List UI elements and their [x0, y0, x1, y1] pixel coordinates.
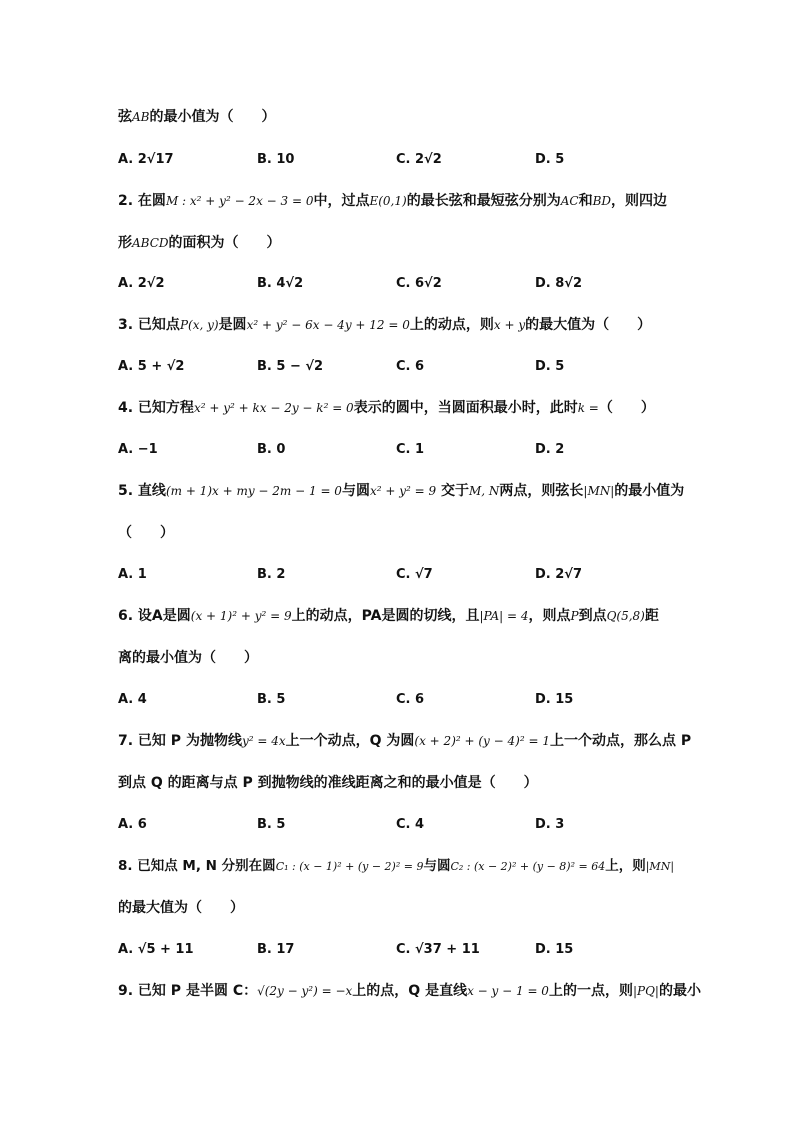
- option-d: D. 5: [535, 152, 565, 167]
- option-c: C. √37 + 11: [396, 942, 480, 957]
- option-b: B. 5: [257, 692, 286, 707]
- text-segment: 上的一点，则: [548, 983, 633, 999]
- math-segment: (x + 2)² + (y − 4)² = 1: [414, 734, 550, 748]
- text-segment: 上的点，Q 是直线: [352, 983, 468, 999]
- option-c: C. 4: [396, 817, 425, 832]
- text-segment: （ ）: [598, 400, 655, 416]
- text-segment: 离的最小值为（ ）: [118, 650, 258, 666]
- text-segment: 表示的圆中，当圆面积最小时，此时: [353, 400, 578, 416]
- option-d: D. 15: [535, 692, 574, 707]
- question-8-line-1: [118, 856, 674, 877]
- question-2-line-1: [118, 191, 667, 211]
- option-c: C. 6√2: [396, 276, 442, 291]
- question-7-line-1: [118, 731, 691, 751]
- text-segment: 与圆: [423, 858, 451, 874]
- math-segment: BD: [592, 194, 612, 208]
- math-segment: x² + y² + kx − 2y − k² = 0: [193, 401, 354, 415]
- math-segment: P(x, y): [179, 318, 219, 332]
- math-segment: (m + 1)x + my − 2m − 1 = 0: [165, 484, 342, 498]
- option-d: D. 5: [535, 359, 565, 374]
- option-d: D. 8√2: [535, 276, 583, 291]
- option-b: B. 0: [257, 442, 286, 457]
- question-2-line-2: [118, 233, 281, 253]
- text-segment: 8. 已知点 M, N 分别在圆: [118, 858, 276, 874]
- math-segment: P: [570, 609, 579, 623]
- option-c: C. 6: [396, 359, 425, 374]
- option-d: D. 15: [535, 942, 574, 957]
- question-8-line-2: [118, 898, 244, 918]
- text-segment: 的最小值为（ ）: [149, 109, 276, 125]
- math-segment: y² = 4x: [241, 734, 286, 748]
- question-3-line-1: [118, 315, 651, 335]
- text-segment: 是圆: [218, 317, 247, 333]
- text-segment: 到点: [578, 608, 607, 624]
- option-a: A. 2√2: [118, 276, 165, 291]
- text-segment: 交于: [441, 483, 469, 499]
- text-segment: 上一个动点，Q 为圆: [285, 733, 415, 749]
- option-a: A. −1: [118, 442, 158, 457]
- text-segment: 到点 Q 的距离与点 P 到抛物线的准线距离之和的最小值是（ ）: [118, 775, 538, 791]
- option-a: A. 6: [118, 817, 147, 832]
- question-0-text: [118, 107, 275, 127]
- option-d: D. 3: [535, 817, 565, 832]
- math-segment: M, N: [469, 484, 500, 498]
- math-segment: AB: [132, 110, 150, 124]
- math-segment: |PA| = 4: [479, 609, 529, 623]
- text-segment: 7. 已知 P 为抛物线: [118, 733, 242, 749]
- text-segment: 上的动点，则: [409, 317, 494, 333]
- option-a: A. √5 + 11: [118, 942, 194, 957]
- option-c: C. √7: [396, 567, 433, 582]
- text-segment: 的最小值为: [614, 483, 685, 499]
- math-segment: Q(5,8): [606, 609, 645, 623]
- option-c: C. 1: [396, 442, 425, 457]
- math-segment: C₂ : (x − 2)² + (y − 8)² = 64: [450, 860, 606, 873]
- option-c: C. 2√2: [396, 152, 442, 167]
- question-6-line-2: [118, 648, 258, 668]
- text-segment: 5. 直线: [118, 483, 166, 499]
- math-segment: ABCD: [132, 236, 169, 250]
- text-segment: 两点，则弦长: [499, 483, 584, 499]
- text-segment: 和: [578, 193, 593, 209]
- math-segment: |PQ|: [632, 984, 659, 998]
- math-segment: (x + 1)² + y² = 9: [190, 609, 292, 623]
- math-segment: x + y: [493, 318, 526, 332]
- text-segment: 的最小: [658, 983, 701, 999]
- text-segment: 中，过点: [313, 193, 370, 209]
- text-segment: 上一个动点，那么点 P: [549, 733, 692, 749]
- text-segment: ，则四边: [611, 193, 668, 209]
- text-segment: 9. 已知 P 是半圆 C：: [118, 983, 258, 999]
- math-segment: M : x² + y² − 2x − 3 = 0: [165, 194, 314, 208]
- math-segment: |MN|: [645, 860, 675, 873]
- math-segment: C₁ : (x − 1)² + (y − 2)² = 9: [275, 860, 424, 873]
- text-segment: 3. 已知点: [118, 317, 180, 333]
- question-7-line-2: [118, 773, 538, 793]
- math-segment: |MN|: [583, 484, 615, 498]
- math-segment: √(2y − y²) = −x: [257, 984, 353, 998]
- question-5-line-1: [118, 481, 684, 501]
- option-b: B. 4√2: [257, 276, 304, 291]
- text-segment: 形: [118, 235, 132, 251]
- math-segment: k =: [577, 401, 599, 415]
- text-segment: 6. 设A是圆: [118, 608, 191, 624]
- option-b: B. 10: [257, 152, 295, 167]
- text-segment: 与圆: [341, 483, 370, 499]
- text-segment: ，则点: [528, 608, 571, 624]
- option-b: B. 2: [257, 567, 286, 582]
- question-5-line-2: [118, 523, 174, 543]
- text-segment: 距: [644, 608, 659, 624]
- text-segment: （ ）: [118, 525, 174, 541]
- option-c: C. 6: [396, 692, 425, 707]
- math-segment: E(0,1): [369, 194, 407, 208]
- option-d: D. 2: [535, 442, 565, 457]
- math-segment: x − y − 1 = 0: [467, 984, 549, 998]
- text-segment: 的最大值为（ ）: [525, 317, 652, 333]
- text-segment: 4. 已知方程: [118, 400, 194, 416]
- question-4-line-1: [118, 398, 655, 418]
- option-b: B. 5: [257, 817, 286, 832]
- option-a: A. 4: [118, 692, 147, 707]
- text-segment: 的面积为（ ）: [168, 235, 281, 251]
- text-segment: 2. 在圆: [118, 193, 166, 209]
- question-9-line-1: [118, 981, 701, 1001]
- text-segment: 弦: [118, 109, 132, 125]
- question-6-line-1: [118, 606, 659, 626]
- text-segment: 上，则: [605, 858, 646, 874]
- option-a: A. 1: [118, 567, 147, 582]
- option-d: D. 2√7: [535, 567, 583, 582]
- option-a: A. 5 + √2: [118, 359, 185, 374]
- math-segment: x² + y² = 9: [369, 484, 437, 498]
- text-segment: 的最大值为（ ）: [118, 900, 244, 916]
- option-b: B. 5 − √2: [257, 359, 324, 374]
- option-a: A. 2√17: [118, 152, 174, 167]
- option-b: B. 17: [257, 942, 295, 957]
- text-segment: 的最长弦和最短弦分别为: [406, 193, 561, 209]
- text-segment: 上的动点，PA是圆的切线，且: [291, 608, 480, 624]
- math-segment: x² + y² − 6x − 4y + 12 = 0: [246, 318, 410, 332]
- math-segment: AC: [560, 194, 579, 208]
